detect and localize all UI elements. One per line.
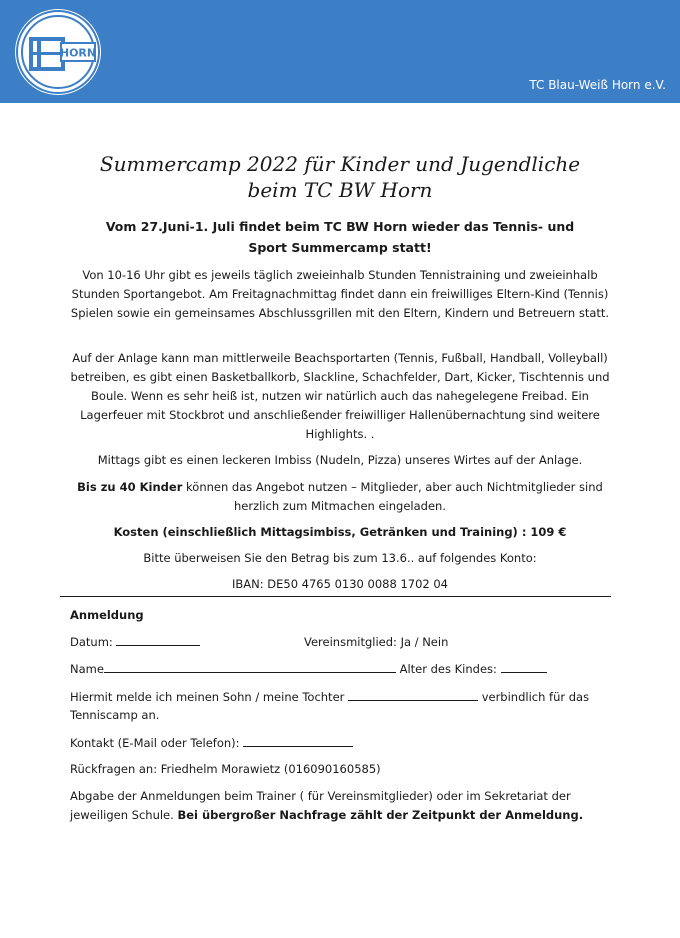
age-field[interactable]: [501, 660, 547, 673]
tennis-court-logo-icon: [15, 9, 101, 95]
costs-line: Kosten (einschließlich Mittagsimbiss, Getränken und Training) : 109 €: [113, 525, 567, 539]
date-field[interactable]: [116, 633, 200, 646]
capacity-bold: Bis zu 40 Kinder: [77, 480, 183, 494]
intro-paragraph: Von 10-16 Uhr gibt es jeweils täglich zweieinhalb Stunden Tennistraining und zweieinhalb Stunden Sportangebot. Am Freitagnachmittag findet dann ein freiwilliges Eltern-Kind (Tennis) Spielen sowie ein gemeinsames Abschlussgrillen mit den Eltern, Kindern und Betreuern statt.: [70, 268, 610, 320]
subtitle-line1: Vom 27.Juni-1. Juli findet beim TC BW Horn wieder das Tennis- und: [105, 219, 575, 234]
section-divider: [60, 596, 611, 597]
capacity-paragraph: [68, 478, 612, 516]
member-label: Vereinsmitglied: Ja / Nein: [304, 635, 449, 649]
club-logo: [15, 9, 101, 95]
page-title-line2: beim TC BW Horn: [247, 178, 433, 202]
registration-heading: Anmeldung: [70, 608, 144, 622]
subtitle-line2: Sport Summercamp statt!: [248, 240, 432, 255]
page-title-line1: Summercamp 2022 für Kinder und Jugendliche: [99, 152, 581, 176]
contact-field[interactable]: [243, 734, 353, 747]
contact-row: [70, 734, 353, 753]
questions-line: Rückfragen an: Friedhelm Morawietz (016090160585): [70, 762, 381, 776]
date-label: Datum:: [70, 635, 113, 649]
child-name-field[interactable]: [348, 688, 478, 701]
header-banner: [0, 0, 680, 103]
contact-label: Kontakt (E-Mail oder Telefon):: [70, 736, 240, 750]
submission-bold: Bei übergroßer Nachfrage zählt der Zeitpunkt der Anmeldung.: [177, 808, 584, 822]
activities-paragraph: Auf der Anlage kann man mittlerweile Beachsportarten (Tennis, Fußball, Handball, Volleyball) betreiben, es gibt einen Basketballkorb, Slackline, Schachfelder, Dart, Kicker, Tischtennis und Boule. Wenn es sehr heiß ist, nutzen wir natürlich auch das nahegelegene Freibad. Ein Lagerfeuer mit Stockbrot und anschließender freiwilliger Hallenübernachtung sind weitere Highlights. .: [70, 351, 610, 441]
enroll-prefix: Hiermit melde ich meinen Sohn / meine Tochter: [70, 690, 345, 704]
enroll-suffix: verbindlich für das: [481, 690, 590, 704]
club-name: TC Blau-Weiß Horn e.V.: [529, 78, 666, 92]
enroll-line2: Tenniscamp an.: [70, 708, 160, 722]
name-label: Name: [70, 662, 104, 676]
submission-paragraph: [70, 787, 590, 825]
name-field[interactable]: [104, 660, 396, 673]
age-label: Alter des Kindes:: [399, 662, 497, 676]
lunch-paragraph: Mittags gibt es einen leckeren Imbiss (Nudeln, Pizza) unseres Wirtes auf der Anlage.: [97, 453, 583, 467]
iban-line: IBAN: DE50 4765 0130 0088 1702 04: [231, 577, 448, 591]
svg-text:HORN: HORN: [59, 46, 97, 60]
submission-text: Abgabe der Anmeldungen beim Trainer ( für Vereinsmitglieder) oder im Sekretariat der jeweiligen Schule.: [70, 789, 571, 822]
name-row: [70, 660, 547, 679]
transfer-line: Bitte überweisen Sie den Betrag bis zum 13.6.. auf folgendes Konto:: [143, 551, 537, 565]
date-row: [70, 633, 200, 652]
capacity-rest: können das Angebot nutzen – Mitglieder, aber auch Nichtmitglieder sind herzlich zum Mitmachen eingeladen.: [182, 480, 603, 513]
enroll-row: [70, 688, 589, 707]
